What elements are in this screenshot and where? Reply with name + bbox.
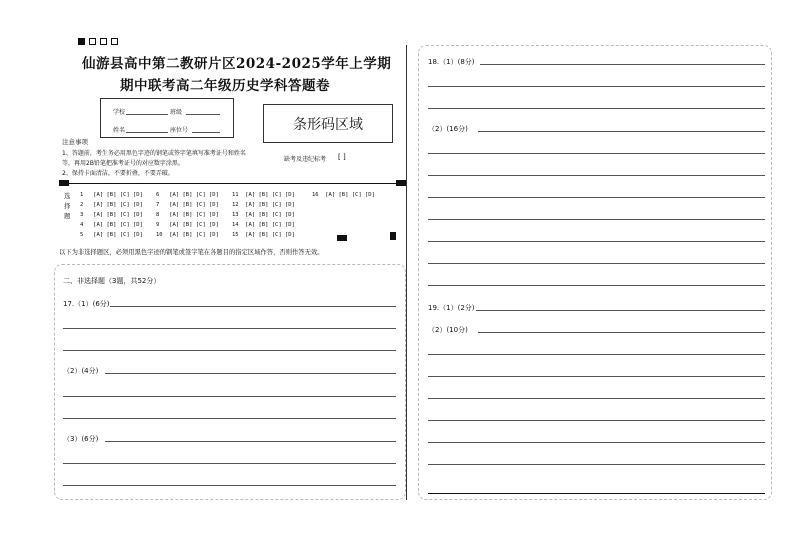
q18-2-label: （2）(16分) <box>428 125 468 133</box>
answer-line[interactable] <box>478 332 765 333</box>
q19-1-label: 19.（1）(2分) <box>428 304 475 312</box>
choice-bubble[interactable]: [A] <box>169 212 183 218</box>
q17-3-answer-line[interactable] <box>63 463 396 464</box>
choice-bubble[interactable]: [D] <box>209 192 223 198</box>
q17-2-answer-line[interactable] <box>63 418 396 419</box>
choice-bubble[interactable]: [A] <box>93 212 107 218</box>
class-field[interactable] <box>186 114 220 115</box>
answer-line[interactable] <box>428 420 765 421</box>
alignment-mark <box>337 235 347 241</box>
choice-number: 2 <box>80 202 94 208</box>
answer-line[interactable] <box>428 493 765 494</box>
answer-line[interactable] <box>428 108 765 109</box>
choice-bubble[interactable]: [B] <box>182 202 196 208</box>
choice-bubble[interactable]: [D] <box>209 232 223 238</box>
barcode-area <box>263 104 393 143</box>
q17-1-answer-line[interactable] <box>63 350 396 351</box>
choice-number: 8 <box>156 212 170 218</box>
answer-line[interactable] <box>480 64 765 65</box>
choice-bubble[interactable]: [D] <box>133 212 147 218</box>
alignment-mark <box>390 232 396 240</box>
choice-row-4 <box>80 222 146 228</box>
answer-line[interactable] <box>428 86 765 87</box>
choice-number: 5 <box>80 232 94 238</box>
choice-bubble[interactable]: [A] <box>245 202 259 208</box>
answer-line[interactable] <box>428 263 765 264</box>
seat-field[interactable] <box>192 132 220 133</box>
answer-line[interactable] <box>428 175 765 176</box>
choice-number: 13 <box>232 212 246 218</box>
choice-row-15 <box>232 232 298 238</box>
choice-bubble[interactable]: [B] <box>258 202 272 208</box>
choice-bubble[interactable]: [B] <box>106 222 120 228</box>
choice-number: 12 <box>232 202 246 208</box>
choice-row-8 <box>156 212 222 218</box>
choice-bubble[interactable]: [C] <box>119 202 133 208</box>
q17-3-label: （3）(6分) <box>63 435 99 443</box>
choice-bubble[interactable]: [C] <box>195 232 209 238</box>
choice-bubble[interactable]: [C] <box>119 192 133 198</box>
choice-number: 16 <box>312 192 326 198</box>
corner-marker-filled <box>78 38 85 45</box>
choice-row-5 <box>80 232 146 238</box>
choice-bubble[interactable]: [C] <box>271 192 285 198</box>
choice-top-rule <box>59 183 405 184</box>
choice-bubble[interactable]: [A] <box>93 202 107 208</box>
corner-marker <box>100 38 107 45</box>
choice-bubble[interactable]: [C] <box>271 222 285 228</box>
instruction-text: 以下为非选择题区，必须用黑色字迹的钢笔或签字笔在各题目的指定区域作答，否则作答无效。 <box>59 249 324 256</box>
choice-number: 15 <box>232 232 246 238</box>
answer-line[interactable] <box>428 285 765 286</box>
choice-row-14 <box>232 222 298 228</box>
q17-1-answer-line[interactable] <box>63 328 396 329</box>
seat-label: 座位号 <box>170 127 189 134</box>
choice-row-11 <box>232 192 298 198</box>
choice-bubble[interactable]: [D] <box>209 202 223 208</box>
choice-bubble[interactable]: [C] <box>119 232 133 238</box>
notes-line1: 1、答题前，考生务必用黑色字迹的钢笔或签字笔填写准考证号和姓名 <box>62 150 246 157</box>
q17-1-answer-line[interactable] <box>110 306 396 307</box>
choice-bubble[interactable]: [D] <box>285 212 299 218</box>
choice-bubble[interactable]: [C] <box>195 192 209 198</box>
school-field[interactable] <box>126 114 168 115</box>
name-field[interactable] <box>126 132 168 133</box>
choice-row-9 <box>156 222 222 228</box>
choice-bubble[interactable]: [A] <box>93 192 107 198</box>
choice-bubble[interactable]: [C] <box>271 212 285 218</box>
q17-2-label: （2）(4分) <box>63 367 99 375</box>
answer-line[interactable] <box>428 464 765 465</box>
answer-line[interactable] <box>428 197 765 198</box>
notes-line2: 等，再用2B铅笔把准考证号的对应数字涂黑。 <box>62 160 184 167</box>
q17-2-answer-line[interactable] <box>105 373 396 374</box>
answer-line[interactable] <box>478 131 765 132</box>
page-subtitle: 期中联考高二年级历史学科答题卷 <box>120 78 330 94</box>
choice-bubble[interactable]: [B] <box>258 222 272 228</box>
choice-bubble[interactable]: [A] <box>169 202 183 208</box>
choice-bubble[interactable]: [A] <box>245 192 259 198</box>
choice-bubble[interactable]: [C] <box>195 222 209 228</box>
choice-row-10 <box>156 232 222 238</box>
choice-bubble[interactable]: [B] <box>258 232 272 238</box>
choice-number: 6 <box>156 192 170 198</box>
barcode-label: 条形码区域 <box>293 116 363 133</box>
school-label: 学校 <box>113 109 126 116</box>
choice-bubble[interactable]: [B] <box>182 222 196 228</box>
choice-number: 9 <box>156 222 170 228</box>
choice-bubble[interactable]: [C] <box>195 202 209 208</box>
choice-bubble[interactable]: [D] <box>209 212 223 218</box>
choice-row-6 <box>156 192 222 198</box>
answer-line[interactable] <box>428 241 765 242</box>
section-title: 二、非选择题（3题，共52分） <box>63 277 161 285</box>
choice-bubble[interactable]: [B] <box>106 192 120 198</box>
choice-bubble[interactable]: [C] <box>351 192 365 198</box>
choice-number: 4 <box>80 222 94 228</box>
choice-bubble[interactable]: [D] <box>209 222 223 228</box>
choice-bubble[interactable]: [B] <box>106 232 120 238</box>
choice-bubble[interactable]: [A] <box>93 222 107 228</box>
choice-number: 7 <box>156 202 170 208</box>
absent-label: 缺考及违纪标考 <box>284 156 327 163</box>
choice-bubble[interactable]: [B] <box>258 212 272 218</box>
q17-3-answer-line[interactable] <box>63 485 396 486</box>
choice-bubble[interactable]: [A] <box>169 192 183 198</box>
choice-bubble[interactable]: [B] <box>106 202 120 208</box>
answer-panel-right <box>418 45 772 500</box>
choice-bubble[interactable]: [B] <box>182 192 196 198</box>
choice-bubble[interactable]: [A] <box>169 222 183 228</box>
choice-bubble[interactable]: [A] <box>325 192 339 198</box>
choice-bubble[interactable]: [A] <box>93 232 107 238</box>
choice-bubble[interactable]: [D] <box>365 192 379 198</box>
answer-line[interactable] <box>428 153 765 154</box>
choice-row-7 <box>156 202 222 208</box>
choice-bubble[interactable]: [C] <box>119 212 133 218</box>
choice-row-3 <box>80 212 146 218</box>
choice-bubble[interactable]: [D] <box>133 232 147 238</box>
choice-row-13 <box>232 212 298 218</box>
choice-row-2 <box>80 202 146 208</box>
choice-bubble[interactable]: [D] <box>133 202 147 208</box>
answer-line[interactable] <box>428 376 765 377</box>
q18-1-label: 18.（1）(8分) <box>428 58 475 66</box>
choice-bubble[interactable]: [C] <box>119 222 133 228</box>
choice-number: 11 <box>232 192 246 198</box>
choice-number: 1 <box>80 192 94 198</box>
name-label: 姓名 <box>113 127 126 134</box>
choice-bubble[interactable]: [D] <box>133 192 147 198</box>
absent-box[interactable]: [ ] <box>338 153 346 161</box>
choice-bubble[interactable]: [B] <box>182 232 196 238</box>
answer-line[interactable] <box>476 310 765 311</box>
answer-line[interactable] <box>428 442 765 443</box>
choice-bubble[interactable]: [B] <box>258 192 272 198</box>
choice-bubble[interactable]: [D] <box>285 192 299 198</box>
choice-bubble[interactable]: [D] <box>285 222 299 228</box>
student-info-box <box>100 98 234 138</box>
page-title: 仙游县高中第二教研片区2024-2025学年上学期 <box>82 56 392 72</box>
choice-bubble[interactable]: [C] <box>271 202 285 208</box>
q17-3-answer-line[interactable] <box>105 441 396 442</box>
choice-label: 选择题 <box>64 192 71 220</box>
answer-line[interactable] <box>428 354 765 355</box>
choice-bubble[interactable]: [C] <box>195 212 209 218</box>
corner-marker <box>89 38 96 45</box>
class-label: 班级 <box>170 109 183 116</box>
choice-number: 10 <box>156 232 170 238</box>
notes-title: 注意事项 <box>62 138 88 146</box>
choice-bubble[interactable]: [D] <box>285 232 299 238</box>
q19-2-label: （2）(10分) <box>428 326 468 334</box>
answer-line[interactable] <box>428 219 765 220</box>
choice-bubble[interactable]: [A] <box>245 232 259 238</box>
choice-row-16 <box>312 192 378 198</box>
choice-bubble[interactable]: [C] <box>271 232 285 238</box>
answer-line[interactable] <box>428 398 765 399</box>
choice-bubble[interactable]: [A] <box>245 212 259 218</box>
choice-bubble[interactable]: [A] <box>169 232 183 238</box>
q17-2-answer-line[interactable] <box>63 396 396 397</box>
column-divider <box>406 45 407 500</box>
choice-bubble[interactable]: [B] <box>338 192 352 198</box>
choice-bubble[interactable]: [D] <box>285 202 299 208</box>
choice-bubble[interactable]: [A] <box>245 222 259 228</box>
choice-row-1 <box>80 192 146 198</box>
choice-bubble[interactable]: [B] <box>182 212 196 218</box>
q17-1-label: 17.（1）(6分) <box>63 300 110 308</box>
choice-bubble[interactable]: [D] <box>133 222 147 228</box>
choice-number: 14 <box>232 222 246 228</box>
choice-row-12 <box>232 202 298 208</box>
corner-marker <box>111 38 118 45</box>
choice-bubble[interactable]: [B] <box>106 212 120 218</box>
notes-line3: 2、保持卡面清洁，不要折叠，不要弄破。 <box>62 170 174 177</box>
choice-number: 3 <box>80 212 94 218</box>
